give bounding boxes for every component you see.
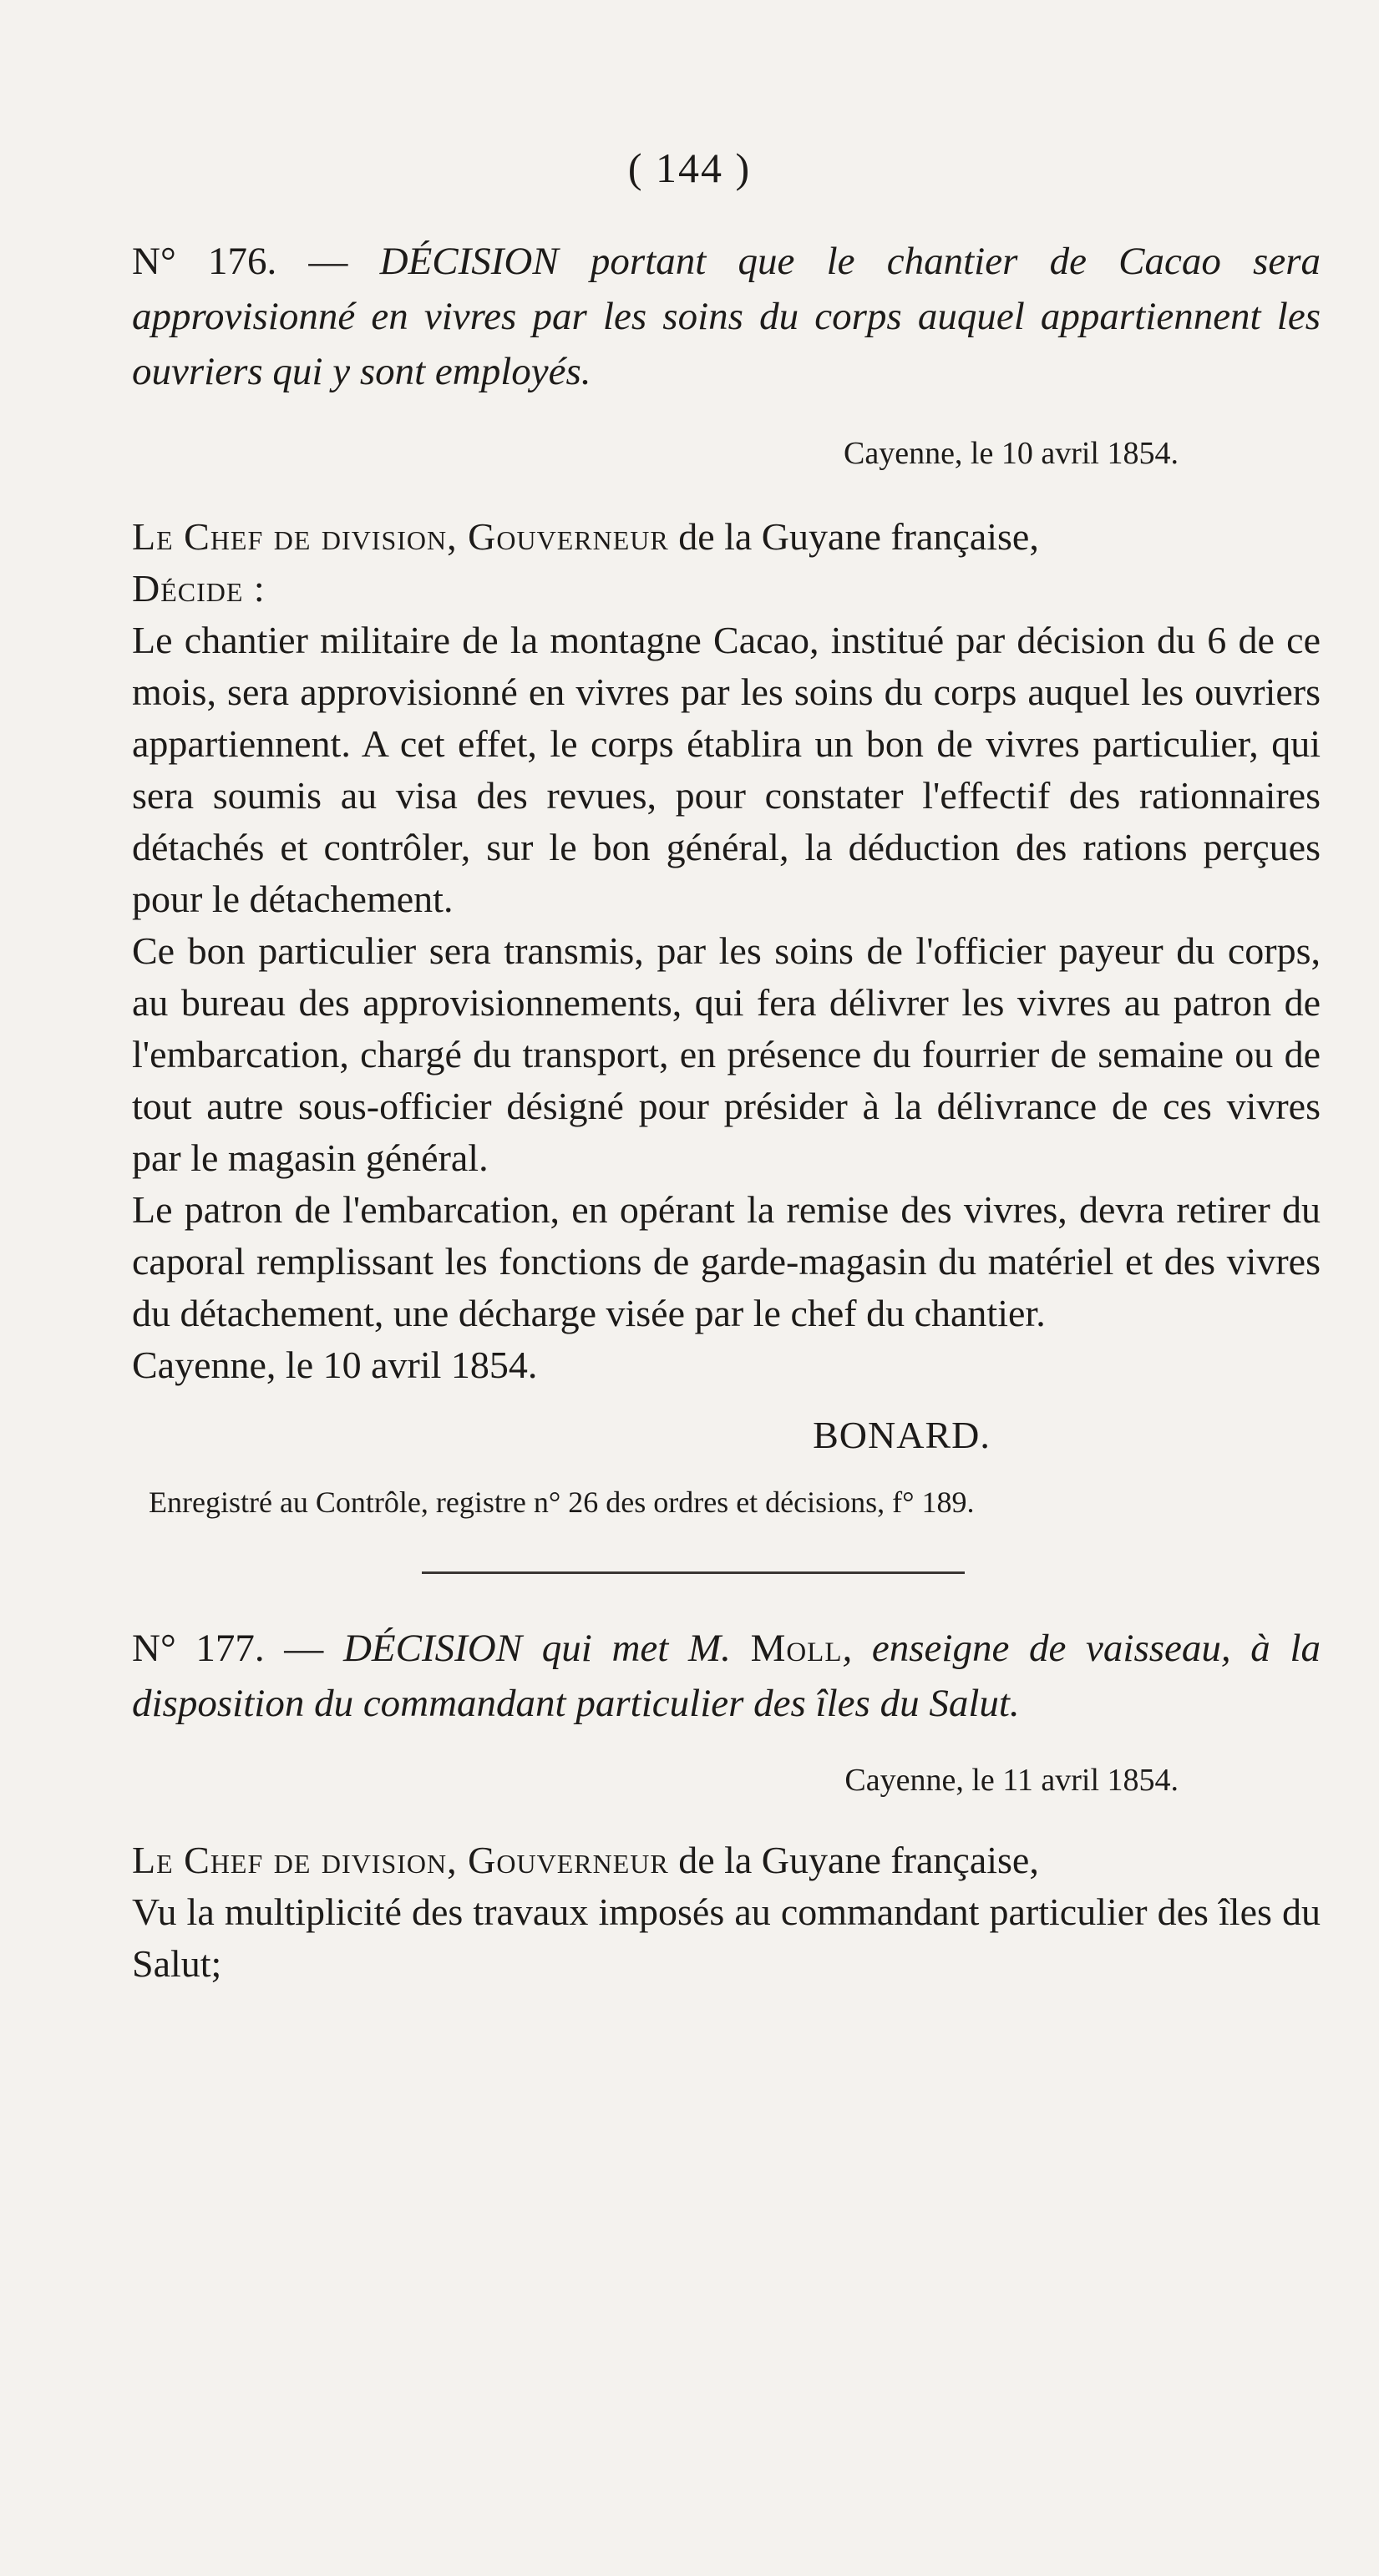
issuer-title: Le Chef de division, Gouverneur bbox=[132, 1839, 669, 1881]
paragraph: Le patron de l'embarcation, en opérant la remise des vivres, devra retirer du caporal remplissant les fonctions de garde-magasin du matériel et des vivres du détachement, une décharge visée par le chef du chantier. bbox=[132, 1188, 1321, 1334]
decision-number: N° 176. — bbox=[132, 240, 348, 283]
paragraph: Vu la multiplicité des travaux imposés au commandant particulier des îles du Salut; bbox=[132, 1890, 1321, 1985]
dateline: Cayenne, le 10 avril 1854. bbox=[843, 436, 1179, 471]
page-number: ( 144 ) bbox=[627, 144, 752, 191]
issuer-line bbox=[132, 1835, 1321, 1886]
registration-note: Enregistré au Contrôle, registre n° 26 des ordres et décisions, f° 189. bbox=[149, 1485, 975, 1519]
decision-number: N° 177. — bbox=[132, 1627, 324, 1670]
decides-label: Décide : bbox=[132, 567, 266, 610]
signature: BONARD. bbox=[813, 1414, 991, 1456]
decision-title: DÉCISION portant que le chantier de Cacao sera approvisionné en vivres par les soins du corps auquel appartiennent les ouvriers qui y sont employés. bbox=[132, 240, 1321, 393]
decision-177 bbox=[132, 1621, 1321, 1990]
decision-heading bbox=[132, 234, 1321, 399]
issuer-title: Le Chef de division, Gouverneur bbox=[132, 515, 669, 558]
officer-name: Moll bbox=[750, 1627, 843, 1670]
decision-176 bbox=[132, 234, 1321, 1523]
issuer-line bbox=[132, 511, 1321, 563]
dateline: Cayenne, le 11 avril 1854. bbox=[844, 1763, 1179, 1798]
issuer-rest: de la Guyane française, bbox=[678, 1839, 1039, 1881]
paragraph: Ce bon particulier sera transmis, par les soins de l'officier payeur du corps, au bureau des approvisionnements, qui fera délivrer les vivres au patron de l'embarcation, chargé du transport, en présence du fourrier de semaine ou de tout autre sous-officier désigné pour présider à la délivrance de ces vivres par le magasin général. bbox=[132, 929, 1321, 1179]
closing-dateline: Cayenne, le 10 avril 1854. bbox=[132, 1344, 538, 1386]
decision-title-part1: DÉCISION qui met M. bbox=[342, 1627, 731, 1670]
issuer-rest: de la Guyane française, bbox=[678, 515, 1039, 558]
decision-title-part2: , enseigne de vaisseau, à la disposition du commandant particulier des îles du Salut. bbox=[132, 1627, 1321, 1725]
section-divider bbox=[422, 1571, 965, 1574]
decides-line bbox=[132, 563, 1321, 615]
paragraph: Le chantier militaire de la montagne Cacao, institué par décision du 6 de ce mois, sera approvisionné en vivres par les soins du corps auquel les ouvriers appartiennent. A cet effet, le corps établira un bon de vivres particulier, qui sera soumis au visa des revues, pour constater l'effectif des rationnaires détachés et contrôler, sur le bon général, la déduction des rations perçues pour le détachement. bbox=[132, 619, 1321, 920]
decision-heading bbox=[132, 1621, 1321, 1731]
